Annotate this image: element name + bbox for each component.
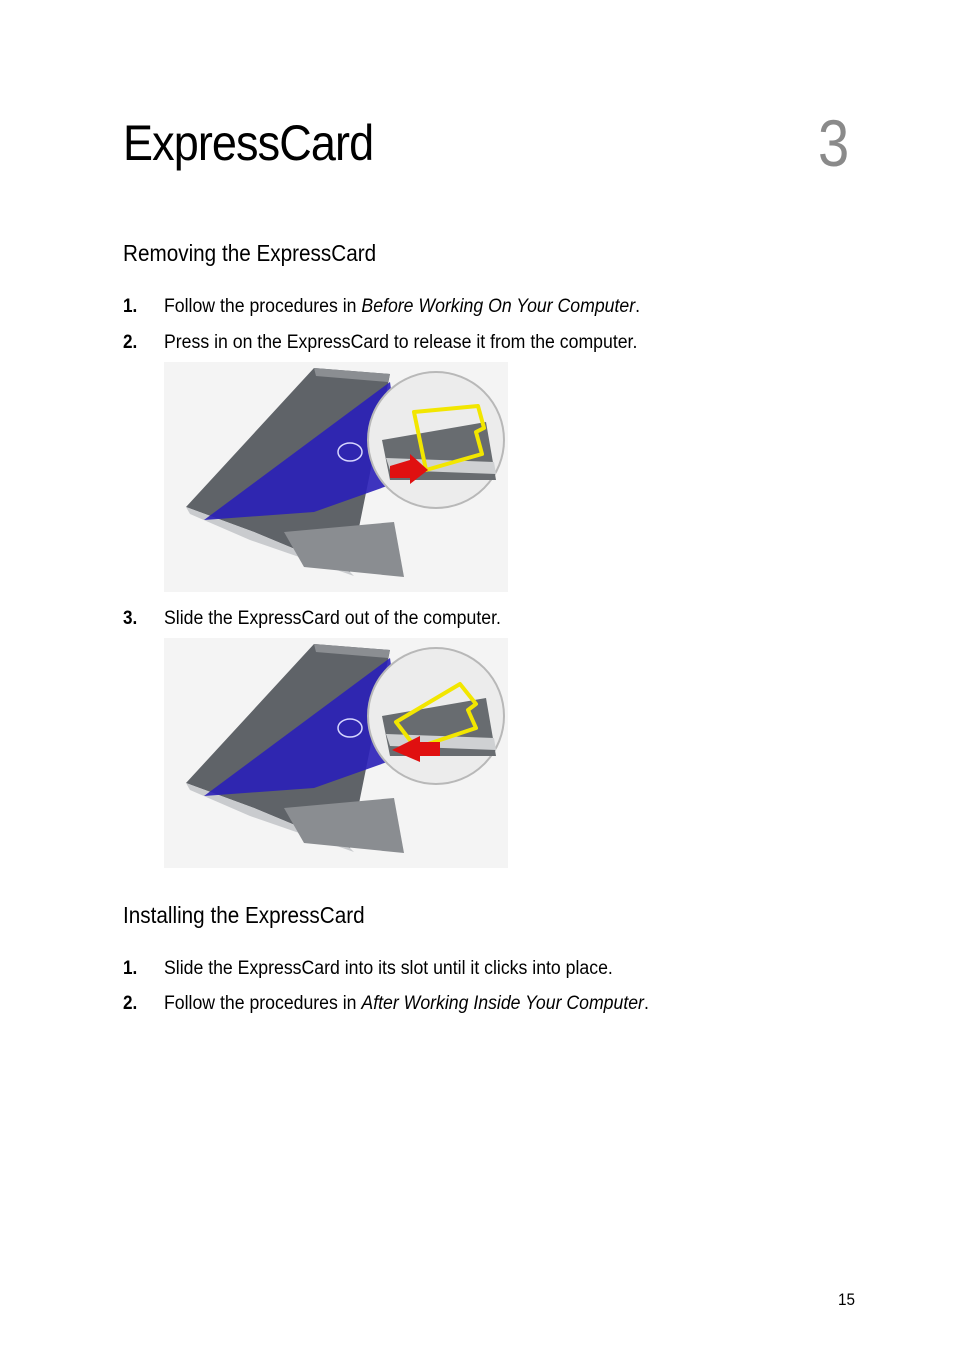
step-text: Slide the ExpressCard out of the computer. <box>164 608 501 629</box>
step-text: Follow the procedures in After Working Inside Your Computer. <box>164 993 649 1014</box>
cross-reference-before-working: Before Working On Your Computer <box>361 296 636 317</box>
page-number: 15 <box>838 1290 856 1309</box>
step-number: 1. <box>123 296 138 317</box>
step-number: 2. <box>123 993 138 1014</box>
section-heading-removing: Removing the ExpressCard <box>123 240 377 266</box>
step-text: Follow the procedures in Before Working On Your Computer. <box>164 296 641 317</box>
step-number: 2. <box>123 332 138 353</box>
cross-reference-after-working: After Working Inside Your Computer <box>361 993 644 1014</box>
figure-slide-out-expresscard <box>164 638 508 868</box>
step-number: 1. <box>123 958 138 979</box>
section-heading-installing: Installing the ExpressCard <box>123 902 365 928</box>
figure-press-expresscard <box>164 362 508 592</box>
step-number: 3. <box>123 608 138 629</box>
step-text: Press in on the ExpressCard to release it from the computer. <box>164 332 638 353</box>
chapter-number: 3 <box>818 106 850 180</box>
step-text: Slide the ExpressCard into its slot until it clicks into place. <box>164 958 613 979</box>
chapter-title: ExpressCard <box>123 115 374 171</box>
